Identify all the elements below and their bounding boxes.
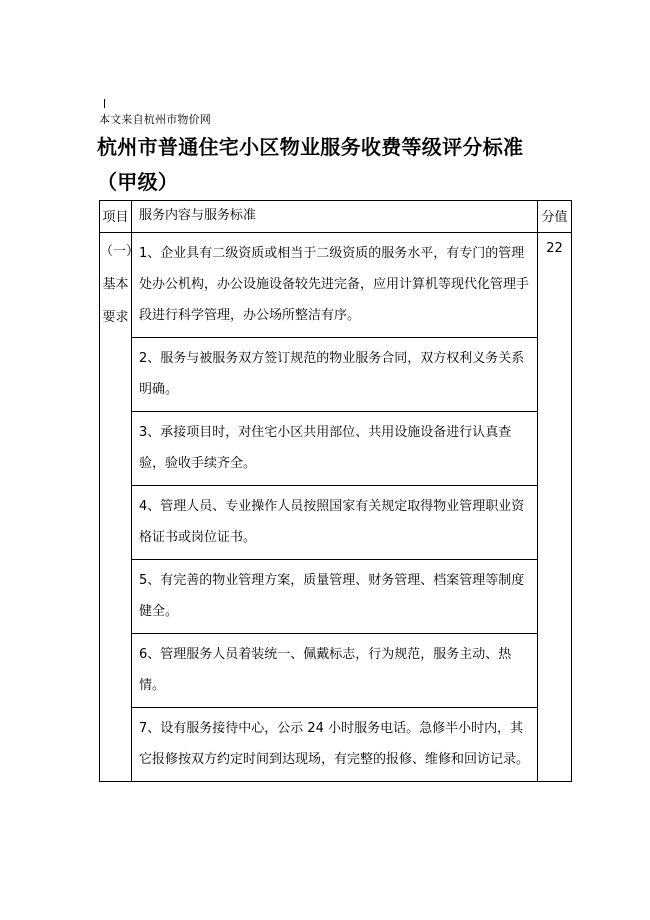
table-row <box>100 412 572 486</box>
grading-table <box>99 200 572 782</box>
standard-item-4: 4、管理人员、专业操作人员按照国家有关规定取得物业管理职业资格证书或岗位证书。 <box>132 486 538 560</box>
text-cursor-mark <box>104 99 105 108</box>
table-row <box>100 233 572 338</box>
table-row <box>100 338 572 412</box>
table-header-row <box>100 201 572 233</box>
standard-item-6: 6、管理服务人员着装统一、佩戴标志，行为规范，服务主动、热情。 <box>132 634 538 708</box>
standard-item-2: 2、服务与被服务双方签订规范的物业服务合同，双方权利义务关系明确。 <box>132 338 538 412</box>
category-label: （一）基本要求 <box>100 233 132 782</box>
category-score: 22 <box>538 233 572 782</box>
document-title: 杭州市普通住宅小区物业服务收费等级评分标准（甲级） <box>97 135 524 194</box>
standard-item-5: 5、有完善的物业管理方案，质量管理、财务管理、档案管理等制度健全。 <box>132 560 538 634</box>
table-row <box>100 708 572 782</box>
header-score: 分值 <box>538 201 572 233</box>
header-content: 服务内容与服务标准 <box>132 201 538 233</box>
source-note: 本文来自杭州市物价网 <box>99 113 211 126</box>
header-item: 项目 <box>100 201 132 233</box>
table-row <box>100 634 572 708</box>
table-row <box>100 486 572 560</box>
table-row <box>100 560 572 634</box>
standard-item-7: 7、设有服务接待中心，公示 24 小时服务电话。急修半小时内，其它报修按双方约定时间到达现场，有完整的报修、维修和回访记录。 <box>132 708 538 782</box>
standard-item-3: 3、承接项目时，对住宅小区共用部位、共用设施设备进行认真查验，验收手续齐全。 <box>132 412 538 486</box>
standard-item-1: 1、企业具有二级资质或相当于二级资质的服务水平，有专门的管理处办公机构，办公设施设备较先进完备，应用计算机等现代化管理手段进行科学管理，办公场所整洁有序。 <box>132 233 538 338</box>
